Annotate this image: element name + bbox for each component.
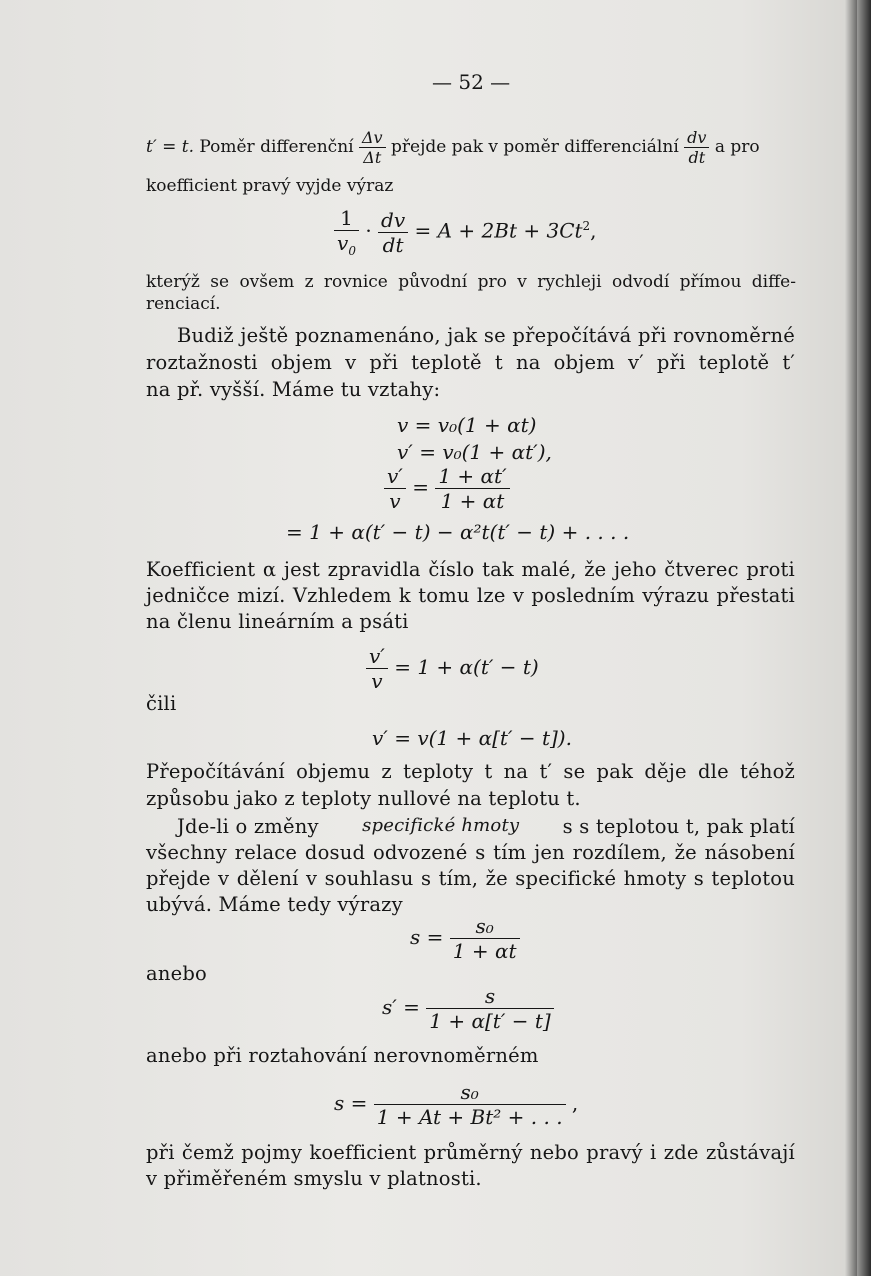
eq1-one: 1 (334, 206, 359, 231)
para3-line2: roztažnosti objem v při teplotě t na objem v′ při teplotě t′ (146, 351, 795, 374)
equation-7 (334, 1080, 578, 1129)
eq2-equals: = (412, 475, 429, 499)
para6-line3: přejde v dělení v souhlasu s tím, že specifické hmoty s teplotou (146, 867, 795, 890)
dv: dv (684, 128, 709, 148)
eq1-v0 (334, 231, 359, 258)
para3-line1: Budiž ještě poznamenáno, jak se přepočítává při rovnoměrné (177, 324, 795, 347)
eq2-line2: v′ = v₀(1 + αt′), (397, 440, 552, 464)
equation-4: v′ = v(1 + α[t′ − t]). (372, 726, 572, 750)
delta-v: Δv (359, 128, 386, 148)
para4-line1: Koefficient α jest zpravidla číslo tak malé, že jeho čtverec proti (146, 558, 795, 581)
eq7-den: 1 + At + Bt² + . . . (376, 1105, 563, 1129)
para1-text-c: a pro (714, 137, 760, 158)
anebo-label-2: anebo při roztahování nerovnoměrném (146, 1044, 539, 1067)
eq7-tail: , (571, 1091, 579, 1115)
eq2-vprime: v′ (384, 464, 406, 489)
eq2-frac-lhs (384, 464, 406, 513)
para6-text-b: s s teplotou t, pak platí (562, 815, 795, 838)
para4-line3: na členu lineárním a psáti (146, 610, 409, 633)
para1-text-b: přejde pak v poměr differenciální (391, 137, 679, 158)
cili-label: čili (146, 692, 177, 715)
dt: dt (688, 148, 706, 168)
para3-line3: na př. vyšší. Máme tu vztahy: (146, 378, 441, 401)
para6-line4: ubývá. Máme tedy výrazy (146, 893, 403, 916)
eq2-line4: = 1 + α(t′ − t) − α²t(t′ − t) + . . . . (286, 520, 630, 544)
para5-line1: Přepočítávání objemu z teploty t na t′ se pak děje dle téhož (146, 760, 795, 783)
eq3-frac (366, 644, 388, 693)
eq2-line3 (384, 464, 510, 513)
eq3-v: v (371, 669, 383, 693)
eq2-v: v (389, 489, 401, 513)
eq3-vprime: v′ (366, 644, 388, 669)
para1-text-a: Poměr differenční (199, 137, 354, 158)
para7-line1: při čemž pojmy koefficient průměrný nebo pravý i zde zůstávají (146, 1141, 795, 1164)
para1-lead: t′ = t. (146, 137, 194, 158)
eq2-frac-rhs (435, 464, 509, 513)
para6-line2: všechny relace dosud odvozené s tím jen rozdílem, že násobení (146, 841, 795, 864)
eq6-frac (426, 984, 553, 1033)
eq1-sup: 2 (582, 219, 591, 234)
para1-line2: koefficient pravý vyjde výraz (146, 176, 394, 196)
eq1-sub0: 0 (348, 244, 356, 258)
equation-6 (382, 984, 554, 1033)
eq1-frac2 (378, 208, 408, 257)
eq3-rhs: = 1 + α(t′ − t) (394, 655, 539, 679)
page-edge-shadow (857, 0, 871, 1276)
para1-line1 (146, 128, 760, 167)
para2-line1: kterýž se ovšem z rovnice původní pro v rychleji odvodí přímou diffe- (146, 272, 796, 292)
para4-line2: jedničce mizí. Vzhledem k tomu lze v posledním výrazu přestati (146, 584, 795, 607)
eq7-num: s₀ (374, 1080, 566, 1105)
delta-t: Δt (363, 148, 382, 168)
equation-5 (410, 914, 520, 963)
eq1-dv: dv (378, 208, 408, 233)
eq7-lhs: s = (334, 1091, 368, 1115)
eq6-lhs: s′ = (382, 995, 420, 1019)
eq1-dot: · (365, 218, 372, 243)
eq6-den: 1 + α[t′ − t] (429, 1009, 551, 1033)
eq2-line1: v = v₀(1 + αt) (397, 413, 537, 437)
para2-line2: renciací. (146, 294, 221, 314)
para5-line2: způsobu jako z teploty nullové na teplotu t. (146, 787, 581, 810)
eq2-num: 1 + αt′ (435, 464, 509, 489)
eq2-den: 1 + αt (440, 489, 505, 513)
eq1-v: v (337, 231, 349, 255)
para6-emphasis: specifické hmoty (362, 815, 520, 836)
diff-fraction (684, 128, 709, 167)
eq1-frac1 (334, 206, 359, 258)
eq1-dt: dt (382, 232, 404, 257)
delta-fraction (359, 128, 386, 167)
eq1-rhs: = A + 2Bt + 3Ct (414, 218, 583, 243)
page-number: — 52 — (432, 70, 511, 94)
eq6-num: s (426, 984, 553, 1009)
para7-line2: v přiměřeném smyslu v platnosti. (146, 1167, 482, 1190)
equation-3 (366, 644, 539, 693)
equation-1 (334, 206, 597, 258)
eq5-den: 1 + αt (452, 939, 517, 963)
anebo-label-1: anebo (146, 962, 207, 985)
eq5-lhs: s = (410, 925, 444, 949)
para6-text-a: Jde-li o změny (177, 815, 319, 838)
eq5-num: s₀ (450, 914, 520, 939)
eq5-frac (450, 914, 520, 963)
eq1-tail: , (590, 218, 597, 243)
eq7-frac (374, 1080, 566, 1129)
para6-line1 (177, 815, 795, 838)
